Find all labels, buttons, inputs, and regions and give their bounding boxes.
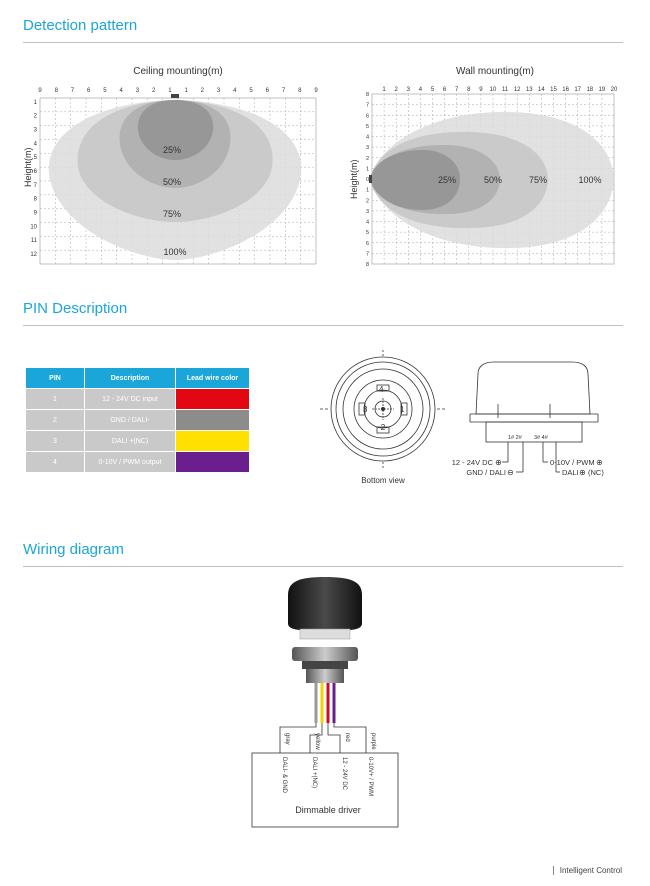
- sensor-cap: [288, 577, 362, 631]
- ceiling-sensor-marker: [171, 94, 179, 98]
- wall-y-tick: 1: [365, 187, 369, 194]
- ceiling-x-tick: 1: [184, 88, 188, 94]
- ceiling-x-tick: 9: [38, 88, 42, 94]
- plus-symbol: ⊕: [596, 458, 603, 467]
- ceiling-x-tick: 8: [54, 88, 58, 94]
- label-dali: DALI: [562, 468, 579, 477]
- pin-description-cell: 12 - 24V DC input: [85, 389, 176, 410]
- section-divider: [23, 325, 623, 326]
- ceiling-x-tick: 9: [314, 88, 318, 94]
- ceiling-y-tick: 3: [33, 127, 37, 134]
- ceiling-zone-label: 25%: [162, 145, 182, 155]
- section-title-pin: PIN Description: [23, 300, 128, 317]
- wall-sensor-marker: [369, 175, 372, 183]
- wall-x-tick: 19: [598, 87, 606, 93]
- bottom-view-diagram: [315, 348, 445, 493]
- driver-label: Dimmable driver: [295, 805, 361, 815]
- terminal-12-24v: 12 - 24V DC: [341, 757, 347, 791]
- wall-y-tick: 3: [365, 208, 369, 215]
- wall-x-tick: 16: [562, 87, 569, 93]
- wall-y-tick: 4: [365, 134, 369, 141]
- ceiling-x-tick: 7: [281, 88, 286, 94]
- ceiling-y-tick: 2: [33, 113, 37, 120]
- pin-description-cell: 0-10V / PWM output: [85, 452, 176, 473]
- connector-nut: [292, 647, 358, 661]
- wall-x-tick: 15: [550, 87, 557, 93]
- pin-description-cell: DALI +(NC): [85, 431, 176, 452]
- pin-header: PIN: [26, 368, 85, 389]
- ceiling-x-tick: 6: [87, 88, 91, 94]
- section-divider: [23, 42, 623, 43]
- wall-x-tick: 18: [586, 87, 594, 93]
- pin-number: 3: [363, 405, 368, 414]
- ceiling-x-tick: 7: [70, 88, 75, 94]
- wall-y-tick: 1: [365, 166, 369, 173]
- wall-x-tick: 8: [467, 87, 471, 93]
- wall-x-tick: 12: [513, 87, 521, 93]
- minus-symbol: ⊖: [507, 468, 514, 477]
- side-pin-marks: 1# 2#: [508, 435, 522, 441]
- wall-y-tick: 2: [365, 198, 369, 205]
- ceiling-zone-label: 75%: [162, 209, 182, 219]
- pin-number-cell: 4: [26, 452, 85, 473]
- ceiling-chart: [28, 82, 323, 270]
- side-view-diagram: [448, 352, 628, 492]
- wiring-diagram: [250, 575, 400, 830]
- ceiling-y-tick: 10: [30, 224, 37, 231]
- wall-zone-label: 50%: [483, 175, 503, 185]
- description-header: Description: [85, 368, 176, 389]
- lead-color-header: Lead wire color: [176, 368, 250, 389]
- section-title-wiring: Wiring diagram: [23, 541, 124, 558]
- wall-x-tick: 14: [538, 87, 545, 93]
- wall-x-tick: 6: [442, 87, 447, 93]
- wall-chart: [362, 82, 624, 270]
- wall-chart-title: Wall mounting(m): [456, 66, 534, 77]
- ceiling-x-tick: 3: [135, 88, 140, 94]
- wall-y-label: Height(m): [349, 159, 359, 199]
- section-divider: [23, 566, 623, 567]
- ceiling-x-tick: 1: [168, 88, 172, 94]
- ceiling-y-tick: 4: [33, 141, 37, 148]
- pin-row: [26, 431, 250, 452]
- label-12-24v: 12 - 24V DC: [451, 458, 493, 467]
- wall-y-tick: 2: [365, 155, 369, 162]
- wall-x-tick: 9: [479, 87, 483, 93]
- pin-number-cell: 2: [26, 410, 85, 431]
- ceiling-x-tick: 5: [249, 88, 253, 94]
- wall-x-tick: 4: [418, 87, 423, 93]
- ceiling-x-tick: 6: [265, 88, 269, 94]
- wall-y-tick: 3: [365, 145, 369, 152]
- ceiling-y-tick: 5: [33, 155, 37, 162]
- wall-y-tick: 8: [365, 92, 369, 98]
- wall-x-tick: 5: [430, 87, 435, 93]
- ceiling-y-tick: 9: [33, 210, 37, 217]
- connector-thread: [302, 661, 348, 669]
- pin-number-cell: 1: [26, 389, 85, 410]
- sensor-base: [300, 629, 350, 639]
- wall-y-tick: 6: [365, 240, 369, 247]
- wall-y-tick: 7: [365, 102, 369, 109]
- ceiling-x-tick: 2: [200, 88, 205, 94]
- wall-x-tick: 17: [574, 87, 582, 93]
- pin-row: [26, 389, 250, 410]
- pin-description-cell: GND / DALI-: [85, 410, 176, 431]
- ceiling-zone-label: 100%: [163, 247, 187, 257]
- ceiling-x-tick: 4: [119, 88, 123, 94]
- ceiling-x-tick: 3: [216, 88, 221, 94]
- wire-label-red: red: [344, 733, 350, 742]
- wall-zone-label: 75%: [528, 175, 548, 185]
- section-title-detection: Detection pattern: [23, 17, 138, 34]
- wall-x-tick: 3: [406, 87, 410, 93]
- bottom-view-caption: Bottom view: [361, 476, 405, 485]
- wall-y-tick: 0: [365, 177, 369, 183]
- lead-color-swatch: [176, 431, 250, 452]
- pin-row: [26, 452, 250, 473]
- pin-number: 1: [400, 405, 405, 414]
- wall-x-tick: 11: [501, 87, 509, 93]
- wall-x-tick: 1: [382, 87, 386, 93]
- ceiling-x-tick: 5: [103, 88, 107, 94]
- wire-label-purple: purple: [370, 733, 376, 750]
- side-pin-marks: 3# 4#: [534, 435, 548, 441]
- ceiling-chart-title: Ceiling mounting(m): [133, 66, 223, 77]
- terminal-dali-plus: DALI +(NC): [311, 757, 317, 789]
- label-gnd-dali: GND / DALI: [466, 468, 506, 477]
- wall-x-tick: 7: [455, 87, 459, 93]
- label-nc: (NC): [588, 468, 604, 477]
- pin-number: 2: [380, 423, 386, 432]
- pin-number-cell: 3: [26, 431, 85, 452]
- wire-label-yellow: yellow: [314, 733, 320, 750]
- ceiling-y-label: Height(m): [23, 147, 33, 187]
- wall-x-tick: 10: [489, 87, 497, 93]
- ceiling-zone-label: 50%: [162, 177, 182, 187]
- pin-number: 4: [379, 385, 384, 394]
- ceiling-x-tick: 2: [151, 88, 156, 94]
- ceiling-y-tick: 6: [33, 169, 37, 175]
- footer-text: Intelligent Control: [553, 866, 622, 875]
- wall-y-tick: 5: [365, 123, 369, 130]
- wire-label-gray: gray: [284, 733, 290, 745]
- ceiling-y-tick: 7: [33, 182, 37, 189]
- ceiling-y-tick: 8: [33, 196, 37, 203]
- terminal-0-10v: 0-10V+ / PWM: [367, 757, 373, 797]
- lead-color-swatch: [176, 452, 250, 473]
- plus-symbol: ⊕: [579, 468, 586, 477]
- lead-color-swatch: [176, 389, 250, 410]
- ceiling-x-tick: 8: [298, 88, 302, 94]
- wall-y-tick: 8: [365, 262, 369, 268]
- terminal-dali-gnd: DALI- & GND: [281, 757, 287, 794]
- wall-y-tick: 7: [365, 251, 369, 258]
- pin-table: [25, 367, 250, 473]
- lead-color-swatch: [176, 410, 250, 431]
- wall-y-tick: 5: [365, 230, 369, 237]
- ceiling-y-tick: 1: [33, 99, 37, 106]
- wall-zone-label: 100%: [578, 175, 602, 185]
- ceiling-y-tick: 12: [30, 252, 37, 258]
- wall-x-tick: 13: [525, 87, 533, 93]
- wall-x-tick: 2: [394, 87, 398, 93]
- plus-symbol: ⊕: [495, 458, 502, 467]
- wall-zone-label: 25%: [437, 175, 457, 185]
- wall-x-tick: 20: [610, 87, 618, 93]
- wall-y-tick: 4: [365, 219, 369, 226]
- ceiling-y-tick: 11: [30, 238, 37, 245]
- wall-y-tick: 6: [365, 113, 369, 120]
- pin-row: [26, 410, 250, 431]
- ceiling-x-tick: 4: [233, 88, 237, 94]
- label-0-10v: 0-10V / PWM: [550, 458, 595, 467]
